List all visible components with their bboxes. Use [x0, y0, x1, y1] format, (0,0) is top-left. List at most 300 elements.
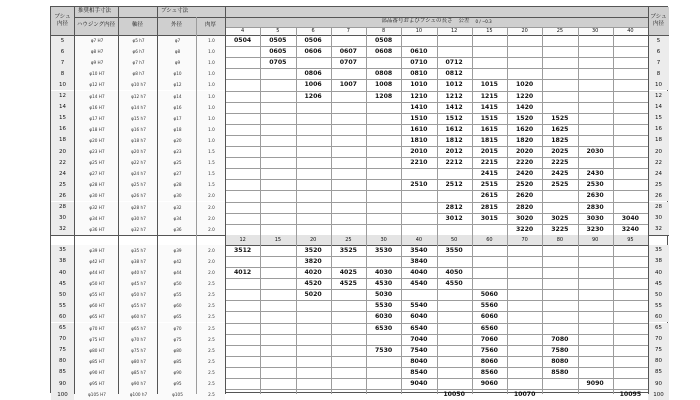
shaft-diameter-cell: φ20 h7 [118, 146, 157, 157]
outer-diameter-cell: φ10 [157, 68, 196, 79]
outer-diameter-cell: φ90 [157, 367, 196, 378]
housing-bore-cell: φ65 H7 [74, 311, 118, 322]
grid-column-divider [437, 27, 438, 394]
outer-diameter-cell: φ28 [157, 179, 196, 190]
housing-bore-cell: φ18 H7 [74, 124, 118, 135]
bush-id-cell-right: 7 [648, 57, 669, 68]
outer-diameter-cell: φ18 [157, 124, 196, 135]
part-number-cell: 1812 [445, 136, 463, 144]
part-number-cell: 3020 [516, 214, 534, 222]
part-number-cell: 1420 [516, 103, 534, 111]
bush-id-cell: 28 [51, 202, 74, 213]
part-number-cell: 1825 [551, 136, 569, 144]
part-number-cell: 1208 [375, 92, 393, 100]
housing-bore-cell: φ17 H7 [74, 113, 118, 124]
bush-id-cell: 5 [51, 35, 74, 46]
outer-diameter-cell: φ85 [157, 356, 196, 367]
part-number-cell: 2212 [445, 159, 463, 167]
part-number-cell: 9040 [410, 380, 428, 388]
part-number-cell: 10050 [443, 391, 465, 399]
shaft-diameter-cell: φ65 h7 [118, 323, 157, 334]
housing-bore-cell: φ8 H7 [74, 46, 118, 57]
grid-column-divider [472, 27, 473, 394]
shaft-diameter-cell: φ32 h7 [118, 224, 157, 235]
part-number-cell: 3225 [551, 225, 569, 233]
bush-id-cell-right: 65 [648, 323, 669, 334]
part-number-cell: 0806 [304, 70, 322, 78]
length-column-header: 6 [296, 27, 331, 35]
bush-id-cell: 32 [51, 224, 74, 235]
bush-id-cell-right: 45 [648, 278, 669, 289]
wall-thickness-cell: 1.5 [196, 168, 225, 179]
shaft-diameter-cell: φ100 h7 [118, 389, 157, 400]
housing-bore-cell: φ50 H7 [74, 278, 118, 289]
part-number-cell: 7540 [410, 346, 428, 354]
part-number-cell: 0810 [410, 70, 428, 78]
wall-thickness-cell: 2.5 [196, 289, 225, 300]
part-number-cell: 6060 [480, 313, 498, 321]
part-number-cell: 3840 [410, 257, 428, 265]
part-number-cell: 2010 [410, 148, 428, 156]
outer-diameter-cell: φ60 [157, 300, 196, 311]
bush-id-cell-right: 26 [648, 190, 669, 201]
length-column-header: 5 [260, 27, 295, 35]
housing-bore-cell: φ42 H7 [74, 256, 118, 267]
bush-id-cell: 18 [51, 135, 74, 146]
bush-id-cell-right: 35 [648, 245, 669, 256]
bush-id-cell-right: 75 [648, 345, 669, 356]
bush-id-cell: 26 [51, 190, 74, 201]
part-number-cell: 10070 [513, 391, 536, 399]
part-number-cell: 4540 [410, 280, 428, 288]
tolerance-label: 公差 [458, 18, 470, 25]
part-number-cell: 0605 [269, 48, 287, 56]
wall-thickness-cell: 1.0 [196, 124, 225, 135]
grid-column-divider [613, 27, 614, 394]
tolerance-values: 0 / −0.3 [475, 19, 492, 24]
outer-diameter-cell: φ50 [157, 278, 196, 289]
shaft-diameter-cell: φ35 h7 [118, 245, 157, 256]
shaft-diameter-cell: φ18 h7 [118, 135, 157, 146]
column-divider [196, 17, 197, 394]
part-number-cell: 7530 [375, 346, 393, 354]
part-number-cell: 1008 [375, 81, 393, 89]
outer-diameter-cell: φ27 [157, 168, 196, 179]
part-number-cell: 6040 [410, 313, 428, 321]
wall-thickness-cell: 2.5 [196, 323, 225, 334]
wall-thickness-cell: 2.0 [196, 190, 225, 201]
housing-bore-cell: φ80 H7 [74, 345, 118, 356]
bush-id-cell-right: 70 [648, 334, 669, 345]
bush-id-cell: 40 [51, 267, 74, 278]
shaft-diameter-cell: φ70 h7 [118, 334, 157, 345]
shaft-diameter-cell: φ7 h7 [118, 57, 157, 68]
housing-bore-cell: φ9 H7 [74, 57, 118, 68]
part-number-cell: 4050 [445, 269, 463, 277]
part-number-cell: 0506 [304, 37, 322, 45]
bush-id-cell: 16 [51, 124, 74, 135]
length-column-header: 12 [437, 27, 472, 35]
shaft-diameter-cell: φ28 h7 [118, 202, 157, 213]
outer-diameter-cell: φ7 [157, 35, 196, 46]
housing-bore-cell: φ12 H7 [74, 79, 118, 90]
grid-column-divider [507, 27, 508, 394]
part-number-cell: 3220 [516, 225, 534, 233]
part-number-cell: 3540 [410, 246, 428, 254]
bush-id-cell-right: 50 [648, 289, 669, 300]
bush-id-cell-right: 18 [648, 135, 669, 146]
grid-column-divider [331, 27, 332, 394]
bush-id-cell: 14 [51, 102, 74, 113]
outer-diameter-cell: φ32 [157, 202, 196, 213]
outer-diameter-cell: φ12 [157, 79, 196, 90]
part-number-cell: 5030 [375, 291, 393, 299]
bush-id-cell: 85 [51, 367, 74, 378]
outer-diameter-cell: φ34 [157, 213, 196, 224]
part-number-cell: 2510 [410, 181, 428, 189]
part-number-cell: 0707 [339, 59, 357, 67]
grid-column-divider [542, 27, 543, 394]
shaft-diameter-cell: φ8 h7 [118, 68, 157, 79]
length-column-header: 4 [225, 27, 260, 35]
bush-id-cell-right: 12 [648, 91, 669, 102]
shaft-diameter-cell: φ15 h7 [118, 113, 157, 124]
part-number-cell: 2512 [445, 181, 463, 189]
outer-diameter-cell: φ17 [157, 113, 196, 124]
bush-id-cell-right: 6 [648, 46, 669, 57]
bush-id-cell: 35 [51, 245, 74, 256]
part-number-cell: 1006 [304, 81, 322, 89]
part-number-cell: 1810 [410, 136, 428, 144]
bush-id-cell: 65 [51, 323, 74, 334]
part-number-cell: 1215 [480, 92, 498, 100]
wall-thickness-cell: 1.5 [196, 179, 225, 190]
wall-thickness-cell: 2.5 [196, 345, 225, 356]
part-number-cell: 4030 [375, 269, 393, 277]
column-divider [74, 7, 75, 394]
housing-bore-cell: φ75 H7 [74, 334, 118, 345]
part-number-cell: 4020 [304, 269, 322, 277]
housing-bore-cell: φ10 H7 [74, 68, 118, 79]
wall-thickness-cell: 2.0 [196, 213, 225, 224]
part-number-cell: 7080 [551, 335, 569, 343]
part-number-cell: 4530 [375, 280, 393, 288]
wall-thickness-cell: 1.5 [196, 157, 225, 168]
length-column-header: 90 [578, 235, 613, 245]
part-number-cell: 2225 [551, 159, 569, 167]
part-number-cell: 1415 [480, 103, 498, 111]
part-number-cell: 1212 [445, 92, 463, 100]
part-number-cell: 1512 [445, 114, 463, 122]
part-number-cell: 6540 [410, 324, 428, 332]
part-number-cell: 0607 [339, 48, 357, 56]
outer-diameter-cell: φ65 [157, 311, 196, 322]
part-number-cell: 1525 [551, 114, 569, 122]
bush-id-cell-right: 30 [648, 213, 669, 224]
bush-id-cell: 24 [51, 168, 74, 179]
part-number-cell: 7040 [410, 335, 428, 343]
shaft-diameter-cell: φ6 h7 [118, 46, 157, 57]
outer-diameter-cell: φ80 [157, 345, 196, 356]
length-column-header: 15 [260, 235, 295, 245]
part-number-cell: 5540 [410, 302, 428, 310]
bush-id-cell-right: 32 [648, 224, 669, 235]
bush-id-cell: 45 [51, 278, 74, 289]
part-number-cell: 1820 [516, 136, 534, 144]
part-number-length-header [225, 17, 648, 27]
length-column-header: 95 [613, 235, 648, 245]
part-number-cell: 7060 [480, 335, 498, 343]
part-number-cell: 8080 [551, 357, 569, 365]
part-number-cell: 2520 [516, 181, 534, 189]
part-number-cell: 8560 [480, 368, 498, 376]
bush-id-cell-right: 24 [648, 168, 669, 179]
wall-thickness-cell: 1.0 [196, 79, 225, 90]
length-column-header: 12 [225, 235, 260, 245]
length-column-header: 30 [578, 27, 613, 35]
bush-id-cell-right: 40 [648, 267, 669, 278]
bush-id-cell: 90 [51, 378, 74, 389]
outer-diameter-cell: φ95 [157, 378, 196, 389]
part-number-cell: 4520 [304, 280, 322, 288]
bush-id-cell: 10 [51, 79, 74, 90]
part-number-cell: 5060 [480, 291, 498, 299]
housing-bore-cell: φ23 H7 [74, 146, 118, 157]
part-number-cell: 2815 [480, 203, 498, 211]
bush-dimensions-header: ブシュ寸法 [157, 7, 648, 17]
part-number-cell: 3240 [621, 225, 639, 233]
grid-column-divider [260, 27, 261, 394]
shaft-diameter-cell: φ45 h7 [118, 278, 157, 289]
wall-thickness-cell: 2.5 [196, 378, 225, 389]
wall-thickness-cell: 1.0 [196, 135, 225, 146]
shaft-diameter-cell: φ26 h7 [118, 190, 157, 201]
part-number-cell: 4550 [445, 280, 463, 288]
part-number-cell: 8580 [551, 368, 569, 376]
part-number-cell: 2210 [410, 159, 428, 167]
outer-diameter-cell: φ105 [157, 389, 196, 400]
part-number-cell: 3012 [445, 214, 463, 222]
length-column-header: 8 [366, 27, 401, 35]
wall-thickness-cell: 2.0 [196, 267, 225, 278]
part-number-cell: 10095 [619, 391, 642, 399]
wall-thickness-cell: 2.5 [196, 356, 225, 367]
shaft-diameter-cell: φ16 h7 [118, 124, 157, 135]
shaft-diameter-cell: φ40 h7 [118, 267, 157, 278]
part-number-cell: 0710 [410, 59, 428, 67]
housing-bore-cell: φ90 H7 [74, 367, 118, 378]
bush-dimension-table [50, 6, 668, 399]
bush-id-cell: 15 [51, 113, 74, 124]
length-column-header: 25 [331, 235, 366, 245]
housing-bore-cell: φ30 H7 [74, 190, 118, 201]
header-divider [51, 35, 669, 36]
bush-id-cell: 70 [51, 334, 74, 345]
shaft-diameter-header: 軸径 [118, 17, 157, 35]
bush-id-cell: 60 [51, 311, 74, 322]
bush-id-header-right: ブシュ内径 [648, 7, 669, 35]
wall-thickness-cell: 2.5 [196, 300, 225, 311]
housing-bore-cell: φ105 H7 [74, 389, 118, 400]
part-number-cell: 5560 [480, 302, 498, 310]
length-column-header: 15 [472, 27, 507, 35]
housing-bore-cell: φ27 H7 [74, 168, 118, 179]
length-column-header: 30 [366, 235, 401, 245]
length-column-header: 70 [507, 235, 542, 245]
part-number-cell: 2820 [516, 203, 534, 211]
bush-id-cell: 25 [51, 179, 74, 190]
shaft-diameter-cell: φ10 h7 [118, 79, 157, 90]
column-divider [157, 7, 158, 394]
housing-bore-cell: φ14 H7 [74, 91, 118, 102]
part-number-cell: 3015 [480, 214, 498, 222]
housing-bore-cell: φ55 H7 [74, 289, 118, 300]
part-number-cell: 3025 [551, 214, 569, 222]
bush-id-cell-right: 60 [648, 311, 669, 322]
bush-id-cell-right: 5 [648, 35, 669, 46]
part-number-cell: 8540 [410, 368, 428, 376]
part-number-cell: 1012 [445, 81, 463, 89]
shaft-diameter-cell: φ60 h7 [118, 311, 157, 322]
part-number-cell: 0508 [375, 37, 393, 45]
wall-thickness-cell: 2.5 [196, 278, 225, 289]
bush-id-cell: 7 [51, 57, 74, 68]
part-number-cell: 0606 [304, 48, 322, 56]
part-number-cell: 2525 [551, 181, 569, 189]
part-number-cell: 0705 [269, 59, 287, 67]
part-number-cell: 1007 [339, 81, 357, 89]
bush-id-cell: 100 [51, 389, 74, 400]
wall-thickness-cell: 1.0 [196, 46, 225, 57]
part-number-cell: 1612 [445, 125, 463, 133]
housing-bore-cell: φ39 H7 [74, 245, 118, 256]
length-column-header: 7 [331, 27, 366, 35]
wall-thickness-cell: 1.0 [196, 57, 225, 68]
part-number-cell: 2025 [551, 148, 569, 156]
shaft-diameter-cell: φ85 h7 [118, 367, 157, 378]
part-number-cell: 2030 [586, 148, 604, 156]
part-number-cell: 1206 [304, 92, 322, 100]
header-divider [74, 17, 648, 18]
bush-id-cell-right: 25 [648, 179, 669, 190]
length-column-header: 40 [401, 235, 436, 245]
length-column-header: 20 [296, 235, 331, 245]
part-number-cell: 9090 [586, 380, 604, 388]
part-number-cell: 6030 [375, 313, 393, 321]
outer-diameter-cell: φ25 [157, 157, 196, 168]
recommended-mating-header: 推奨相手寸法 [74, 7, 157, 17]
grid-column-divider [578, 27, 579, 394]
outer-diameter-cell: φ36 [157, 224, 196, 235]
housing-bore-cell: φ7 H7 [74, 35, 118, 46]
part-number-cell: 1620 [516, 125, 534, 133]
shaft-diameter-cell: φ75 h7 [118, 345, 157, 356]
outer-diameter-cell: φ39 [157, 245, 196, 256]
bush-id-cell-right: 90 [648, 378, 669, 389]
housing-bore-cell: φ34 H7 [74, 213, 118, 224]
bush-id-cell-right: 10 [648, 79, 669, 90]
housing-bore-cell: φ36 H7 [74, 224, 118, 235]
part-number-cell: 2215 [480, 159, 498, 167]
part-number-cell: 2415 [480, 170, 498, 178]
outer-diameter-cell: φ44 [157, 267, 196, 278]
bush-id-cell: 22 [51, 157, 74, 168]
shaft-diameter-cell: φ55 h7 [118, 300, 157, 311]
bush-id-cell: 80 [51, 356, 74, 367]
outer-diameter-cell: φ9 [157, 57, 196, 68]
housing-bore-cell: φ60 H7 [74, 300, 118, 311]
housing-bore-cell: φ44 H7 [74, 267, 118, 278]
part-number-cell: 6560 [480, 324, 498, 332]
shaft-diameter-cell: φ25 h7 [118, 179, 157, 190]
part-number-cell: 2615 [480, 192, 498, 200]
part-number-cell: 0610 [410, 48, 428, 56]
part-number-cell: 1410 [410, 103, 428, 111]
part-number-cell: 9060 [480, 380, 498, 388]
bush-id-cell: 38 [51, 256, 74, 267]
outer-diameter-cell: φ75 [157, 334, 196, 345]
wall-thickness-cell: 1.0 [196, 113, 225, 124]
part-number-cell: 1220 [516, 92, 534, 100]
wall-thickness-cell: 1.0 [196, 35, 225, 46]
bush-id-cell-right: 55 [648, 300, 669, 311]
shaft-diameter-cell: φ30 h7 [118, 213, 157, 224]
length-column-header: 20 [507, 27, 542, 35]
part-number-cell: 8060 [480, 357, 498, 365]
part-number-cell: 2015 [480, 148, 498, 156]
bush-id-cell: 12 [51, 91, 74, 102]
length-column-header: 25 [542, 27, 577, 35]
bush-id-cell: 50 [51, 289, 74, 300]
part-number-cell: 4012 [234, 269, 252, 277]
shaft-diameter-cell: φ80 h7 [118, 356, 157, 367]
bush-id-cell-right: 38 [648, 256, 669, 267]
bush-id-cell-right: 20 [648, 146, 669, 157]
bush-id-cell: 30 [51, 213, 74, 224]
bush-id-cell-right: 15 [648, 113, 669, 124]
part-number-cell: 1625 [551, 125, 569, 133]
length-column-header: 40 [613, 27, 648, 35]
column-divider [648, 7, 649, 394]
shaft-diameter-cell: φ14 h7 [118, 102, 157, 113]
part-number-cell: 3530 [375, 246, 393, 254]
outer-diameter-cell: φ8 [157, 46, 196, 57]
part-number-cell: 0808 [375, 70, 393, 78]
part-number-cell: 2420 [516, 170, 534, 178]
part-number-cell: 6530 [375, 324, 393, 332]
part-number-cell: 8040 [410, 357, 428, 365]
bush-id-cell-right: 8 [648, 68, 669, 79]
wall-thickness-header: 肉厚 [196, 17, 225, 35]
wall-thickness-cell: 2.0 [196, 245, 225, 256]
part-number-cell: 1510 [410, 114, 428, 122]
outer-diameter-cell: φ14 [157, 91, 196, 102]
wall-thickness-cell: 2.0 [196, 202, 225, 213]
bush-id-cell-right: 16 [648, 124, 669, 135]
housing-bore-cell: φ28 H7 [74, 179, 118, 190]
part-number-cell: 4025 [339, 269, 357, 277]
bush-id-cell: 75 [51, 345, 74, 356]
housing-bore-cell: φ16 H7 [74, 102, 118, 113]
part-number-cell: 2530 [586, 181, 604, 189]
length-column-header: 60 [472, 235, 507, 245]
part-number-cell: 1412 [445, 103, 463, 111]
grid-column-divider [401, 27, 402, 394]
part-number-cell: 3030 [586, 214, 604, 222]
part-number-cell: 4040 [410, 269, 428, 277]
part-number-cell: 1615 [480, 125, 498, 133]
wall-thickness-cell: 2.0 [196, 256, 225, 267]
